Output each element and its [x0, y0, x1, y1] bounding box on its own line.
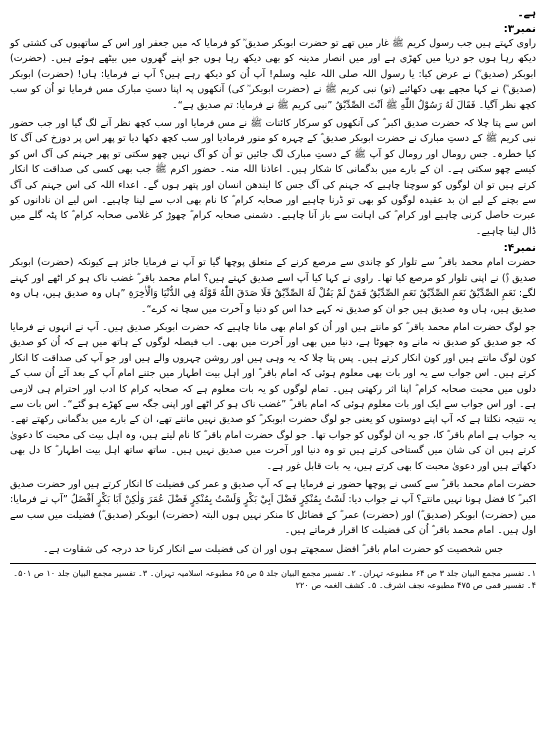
top-note: ہے۔: [517, 7, 536, 19]
section-3-paragraph-2: اس سے پتا چلا کہ حضرت صدیق اکبر ؓ کی آنکھوں کو سرکار کائنات ﷺ نے مس فرمایا اور سب کچھ نظر آنے لگ گیا اور جب حضور نبی کریم ﷺ کے دستِ مبارک نے حضرت ابوبکر صدیق ؓ کے چہرہ کو منور فرمادیا اور سب کچھ دکھا دیا تو پھر اس پر دوزخ کی آگ کا کیا خطرہ۔ جس رومال اور رومال کو آپ ﷺ کے دستِ مبارک لگ جائیں تو اُن کو آگ نہیں چھو سکتی تو پھر جہنم کی آگ اس کو کیسے چھو سکتی ہے۔ ان کے بارے میں بدگمانی کا شکار ہیں۔ اعاذنا اللہ منہ۔ حضور اکرم ﷺ جب بھی کسی کی صداقت کا انکار کرتے ہیں تو ان لوگوں کو سوچنا چاہیے کہ جہنم کی آگ جس کا ایندھن انسان اور پتھر ہوں گے۔ اعداء اللہ کی اس جہنم کی آگ سے بچنے کے لیے ان بد عقیدہ لوگوں کو بھی تو ڈرنا چاہیے اور صحابہ کرام ؓ کا نام بھی ادب سے لینا چاہیے۔ اس لیے ان نادانوں کو عبرت حاصل کرنی چاہیے اور کرام ؓ کی اہانت سے باز آنا چاہیے۔ دشمنی صحابہ کرام ؓ چھوڑ کر غلامی صحابہ کرام ؓ کا پٹہ گلے میں ڈال لینا چاہیے۔: [10, 118, 536, 237]
section-3-paragraph-1: راوی کہتے ہیں جب رسول کریم ﷺ غار میں تھے تو حضرت ابوبکر صدیق ؓ کو فرمایا کہ میں جعفر اور اس کے ساتھیوں کی کشتی کو دیکھ رہا ہوں جو دریا میں کھڑی ہے اور میں انصار مدینہ کو بھی دیکھ رہا ہوں جو اپنے گھروں میں بیٹھے ہوئے ہیں۔ (حضرت) ابوبکر (صدیق ؓ) نے عرض کیا: یا رسول اللہ صلی اللہ علیہ وسلم! آپ اُن کو دیکھ رہے ہیں؟ آپ نے فرمایا: ہاں! (حضرت) ابوبکر (صدیق ؓ) نے کہا مجھے بھی دکھائیے (تو) نبی کریم ﷺ نے (حضرت ابوبکر ؓ کی) آنکھوں پہ اپنا دستِ مبارک مس فرمایا تو اُن کو سب کچھ نظر آگیا۔ فَقَالَ لَهُ رَسُوْلُ اللّٰهِ ﷺ اَنْتَ الصِّدِّيْقُ ”نبی کریم ﷺ نے فرمایا: تم صدیق ہے“۔: [10, 38, 536, 111]
section-3-title: نمبر۳:: [503, 23, 536, 35]
footnotes: ۱۔ تفسیر مجمع البیان جلد ۳ ص ۶۴ مطبوعہ تہران۔ ۲۔ تفسیر مجمع البیان جلد ۵ ص ۶۵ مطبوعہ اسلامیہ تہران۔ ۳۔ تفسیر مجمع البیان جلد ۱۰ ص ۵۰۱۔ ۴۔ تفسیر قمی ص ۴۷۵ مطبوعہ نجف اشرف۔ ۵۔ کشف الغمہ ص ۲۲۰: [13, 568, 536, 590]
closing-paragraph: جس شخصیت کو حضرت امام باقر ؓ افضل سمجھتے ہوں اور ان کی فضیلت سے انکار کرنا حد درجہ کی شقاوت ہے۔: [42, 543, 504, 555]
footnote-divider: [10, 563, 536, 564]
section-4-paragraph-2: جو لوگ حضرت امام محمد باقر ؓ کو مانتے ہیں اور اُن کو امام بھی مانا چاہیے کہ حضرت ابوبکر صدیق ہیں۔ آپ نے انہوں نے فرمایا کہ جو صدیق کو صدیق نہ مانے وہ جھوٹا ہے، دنیا میں بھی اور آخرت میں بھی۔ اب فیصلہ لوگوں کے ہاتھ میں ہے کہ اُن کو صدیق کون لوگ مانتے ہیں اور کون انکار کرتے ہیں۔ پس پتا چلا کہ یہ وہی ہیں اور روشن چہروں والے ہیں اور جو آپ کی صداقت کا انکار کرتے ہیں۔ اس جواب سے یہ اور بات بھی معلوم ہوئی کہ امام باقر ؓ اور اہل بیت اطہار میں جتنے امام آپ کے بعد آئے اُن سب کے دلوں میں محبت صحابہ کرام ؓ اپنا اثر رکھتی ہیں۔ تمام لوگوں کو یہ بات معلوم ہے کہ صحابہ کرام کا ادب اور احترام ہی لازمی ہے۔ اور اس جواب سے ایک اور بات معلوم ہوئی کہ امام باقر ؓ ”غضب ناک ہو کر اٹھے اور اپنی جگہ سے کھڑے ہو گئے“۔ اس بات سے یہ نتیجہ نکلتا ہے کہ آپ اپنے دوستوں کو یعنی جو لوگ حضرت ابوبکر ؓ کو صدیق نہیں مانتے تھے، ان کے بارے میں بدگمانی رکھتے تھے۔ یہ جواب ہے امام باقر ؓ کا، جو یہ ان لوگوں کو جواب تھا۔ جو لوگ حضرت امام باقر ؓ کا نام لیتے ہیں، وہ اہل بیت کی محبت کا دعویٰ کرتے ہیں ان کی شان میں گستاخی کرتے ہیں تو وہ دنیا اور آخرت میں صدیق نہیں ہیں۔ ساتھ ساتھ اہل بیت اطہار ؓ کا دل بھی دکھاتے ہیں اور دعویٰ محبت کا بھی کرتے ہیں، یہ بات قابل غور ہے۔: [10, 321, 536, 472]
section-4-paragraph-1: حضرت امام محمد باقر ؓ سے تلوار کو چاندی سے مرصع کرنے کے متعلق پوچھا گیا تو آپ نے فرمایا جائز ہے کیونکہ (حضرت) ابوبکر صدیق (ؓ) نے اپنی تلوار کو مرصع کیا تھا۔ راوی نے کہا کیا آپ اسے صدیق کہتے ہیں؟ امام محمد باقر ؓ غضب ناک ہو کر اٹھے اور کہنے لگے: نَعَمِ الصِّدِّيْقُ نَعَمِ الصِّدِّيْقُ نَعَمِ الصِّدِّيْقُ فَمَنْ لَمْ يَقُلْ لَهُ الصِّدِّيْقُ فَلَا صَدَقَ اللّٰهُ قَوْلَهُ فِي الدُّنْيَا وَالْاٰخِرَةِ ”ہاں وہ صدیق ہیں، ہاں وہ صدیق ہیں، ہاں وہ صدیق ہیں جو ان کو صدیق نہ کہے خدا اس کو دنیا و آخرت میں سچا نہ کرے“۔: [10, 257, 536, 315]
section-4-paragraph-3: حضرت امام محمد باقر ؓ سے کسی نے پوچھا حضور نے فرمایا ہے کہ آپ صدیق و عمر کی فضیلت کا انکار کرتے ہیں اور حضرت صدیق اکبر ؓ کا فضل ہونا نہیں مانتے؟ آپ نے جواب دیا: لَسْتُ بِمُنْكِرٍ فَضْلَ اَبِيْ بَكْرٍ وَلَسْتُ بِمُنْكِرٍ فَضْلَ عُمَرَ وَلٰكِنْ اَبَا بَكْرٍ اَفْضَلُ ”آپ نے فرمایا: میں (حضرت) ابوبکر (صدیق ؓ) اور (حضرت) عمر ؓ کے فضائل کا منکر نہیں ہوں البتہ (حضرت) ابوبکر (صدیق ؓ) فضیلت میں سب سے اول ہیں۔ امام محمد باقر ؓ اُن کی فضیلت کا اقرار فرماتے ہیں۔: [10, 478, 536, 537]
section-4-title: نمبر۴:: [503, 242, 536, 255]
